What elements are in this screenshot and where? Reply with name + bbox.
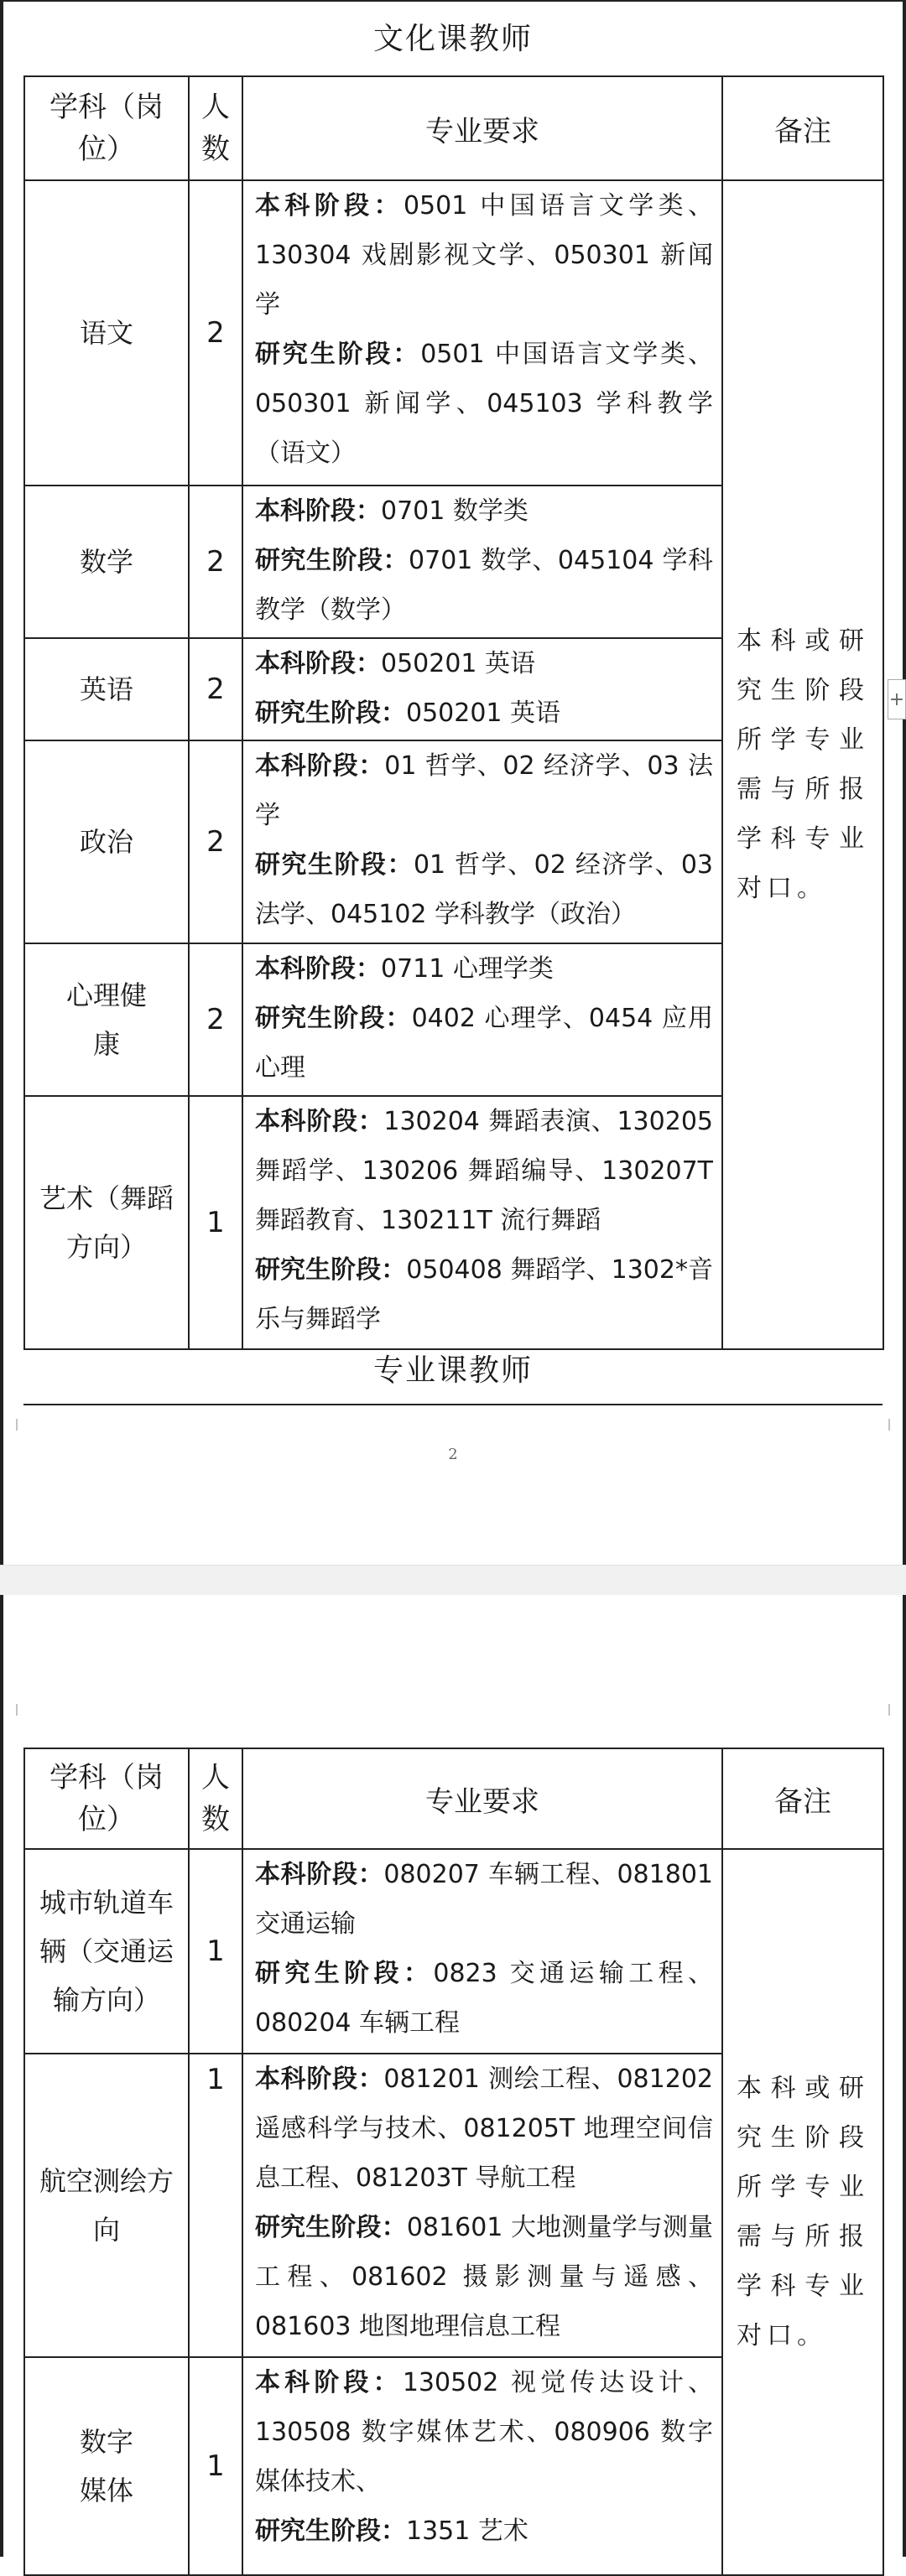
row-count: 1 [189,1096,242,1349]
header-note: 备注 [722,76,883,180]
row-requirement [242,1096,722,1349]
undergrad-label: 本科阶段： [255,1860,384,1889]
row-count: 1 [189,1849,242,2054]
row-count: 2 [189,180,242,486]
add-row-button[interactable]: + [888,679,906,719]
grad-text: 01 哲学、02 经济学、03 法学、045102 学科教学（政治） [255,850,714,929]
undergrad-text: 050201 英语 [381,649,536,678]
row-subject: 航空测绘方向 [24,2054,189,2357]
grad-text: 1351 艺术 [406,2516,528,2546]
grad-label: 研究生阶段： [255,850,414,880]
note-cell: 本科或研究生阶段所学专业需与所报学科专业对口。 [722,1849,883,2575]
undergrad-label: 本科阶段： [255,191,404,221]
table-row [24,180,883,486]
header-requirement: 专业要求 [242,1748,722,1849]
culture-teacher-table [23,75,884,1350]
row-count: 1 [189,2054,242,2357]
header-subject: 学科（岗位） [24,1748,189,1849]
row-requirement [242,638,722,740]
row-count: 2 [189,486,242,638]
undergrad-text: 0711 心理学类 [381,954,554,984]
crop-mark-icon [7,1419,18,1431]
undergrad-text: 130204 舞蹈表演、130205 舞蹈学、130206 舞蹈编导、130207T 舞蹈教育、130211T 流行舞蹈 [255,1107,713,1235]
undergrad-text: 130502 视觉传达设计、130508 数字媒体艺术、080906 数字媒体技术、 [255,2368,714,2496]
row-requirement [242,943,722,1096]
row-requirement [242,740,722,943]
grad-label: 研究生阶段： [255,1004,412,1033]
section-title-culture: 文化课教师 [372,22,533,56]
undergrad-label: 本科阶段： [255,751,385,781]
header-note: 备注 [722,1748,883,1849]
row-subject: 英语 [24,638,189,740]
undergrad-label: 本科阶段： [255,649,381,678]
professional-teacher-table [23,1748,884,2576]
crop-mark-icon [7,1704,18,1716]
undergrad-text: 080207 车辆工程、081801 交通运输 [255,1860,713,1939]
row-subject: 艺术（舞蹈方向） [24,1096,189,1349]
undergrad-text: 01 哲学、02 经济学、03 法学 [255,751,713,830]
row-subject: 数学 [24,486,189,638]
undergrad-label: 本科阶段： [255,2368,403,2397]
grad-label: 研究生阶段： [255,546,409,575]
table-header-row [24,76,883,180]
header-count: 人数 [189,1748,242,1849]
row-count: 2 [189,638,242,740]
table-row [24,1849,883,2054]
undergrad-label: 本科阶段： [255,2064,384,2094]
grad-label: 研究生阶段： [255,2516,406,2546]
grad-label: 研究生阶段： [255,340,421,369]
row-subject: 城市轨道车辆（交通运输方向） [24,1849,189,2054]
grad-text: 0701 数学、045104 学科教学（数学） [255,546,713,625]
row-subject: 数字媒体 [24,2357,189,2575]
crop-mark-icon [888,1419,899,1431]
row-requirement [242,180,722,486]
grad-text: 0402 心理学、0454 应用心理 [255,1004,713,1083]
document-page-2 [0,1595,906,2557]
row-subject: 政治 [24,740,189,943]
grad-text: 0823 交通运输工程、080204 车辆工程 [255,1959,713,2038]
grad-label: 研究生阶段： [255,2213,407,2242]
row-count: 2 [189,943,242,1096]
grad-label: 研究生阶段： [255,1959,434,1988]
undergrad-label: 本科阶段： [255,496,381,526]
row-count: 2 [189,740,242,943]
header-count: 人数 [189,76,242,180]
section-title-professional: 专业课教师 [372,1353,533,1388]
undergrad-text: 081201 测绘工程、081202 遥感科学与技术、081205T 地理空间信息工程、081203T 导航工程 [255,2064,713,2193]
row-subject: 语文 [24,180,189,486]
row-subject: 心理健康 [24,943,189,1096]
note-cell: 本科或研究生阶段所学专业需与所报学科专业对口。 [722,180,883,1349]
page-number: 2 [448,1446,458,1463]
row-requirement [242,1849,722,2054]
undergrad-label: 本科阶段： [255,954,381,984]
grad-text: 050201 英语 [406,699,561,728]
grad-text: 050408 舞蹈学、1302*音乐与舞蹈学 [255,1255,713,1334]
table-header-row [24,1748,883,1849]
grad-text: 0501 中国语言文学类、050301 新闻学、045103 学科教学（语文） [255,340,714,468]
section-divider [23,1404,883,1405]
crop-mark-icon [888,1704,899,1716]
row-requirement [242,2054,722,2357]
page-separator [0,1565,906,1596]
row-requirement [242,486,722,638]
grad-label: 研究生阶段： [255,699,406,728]
undergrad-label: 本科阶段： [255,1107,384,1136]
row-requirement [242,2357,722,2575]
header-subject: 学科（岗位） [24,76,189,180]
row-count: 1 [189,2357,242,2575]
grad-text: 081601 大地测量学与测量工程、081602 摄影测量与遥感、081603 地图地理信息工程 [255,2213,714,2341]
header-requirement: 专业要求 [242,76,722,180]
undergrad-text: 0701 数学类 [381,496,528,526]
grad-label: 研究生阶段： [255,1255,407,1285]
undergrad-text: 0501 中国语言文学类、130304 戏剧影视文学、050301 新闻学 [255,191,713,319]
